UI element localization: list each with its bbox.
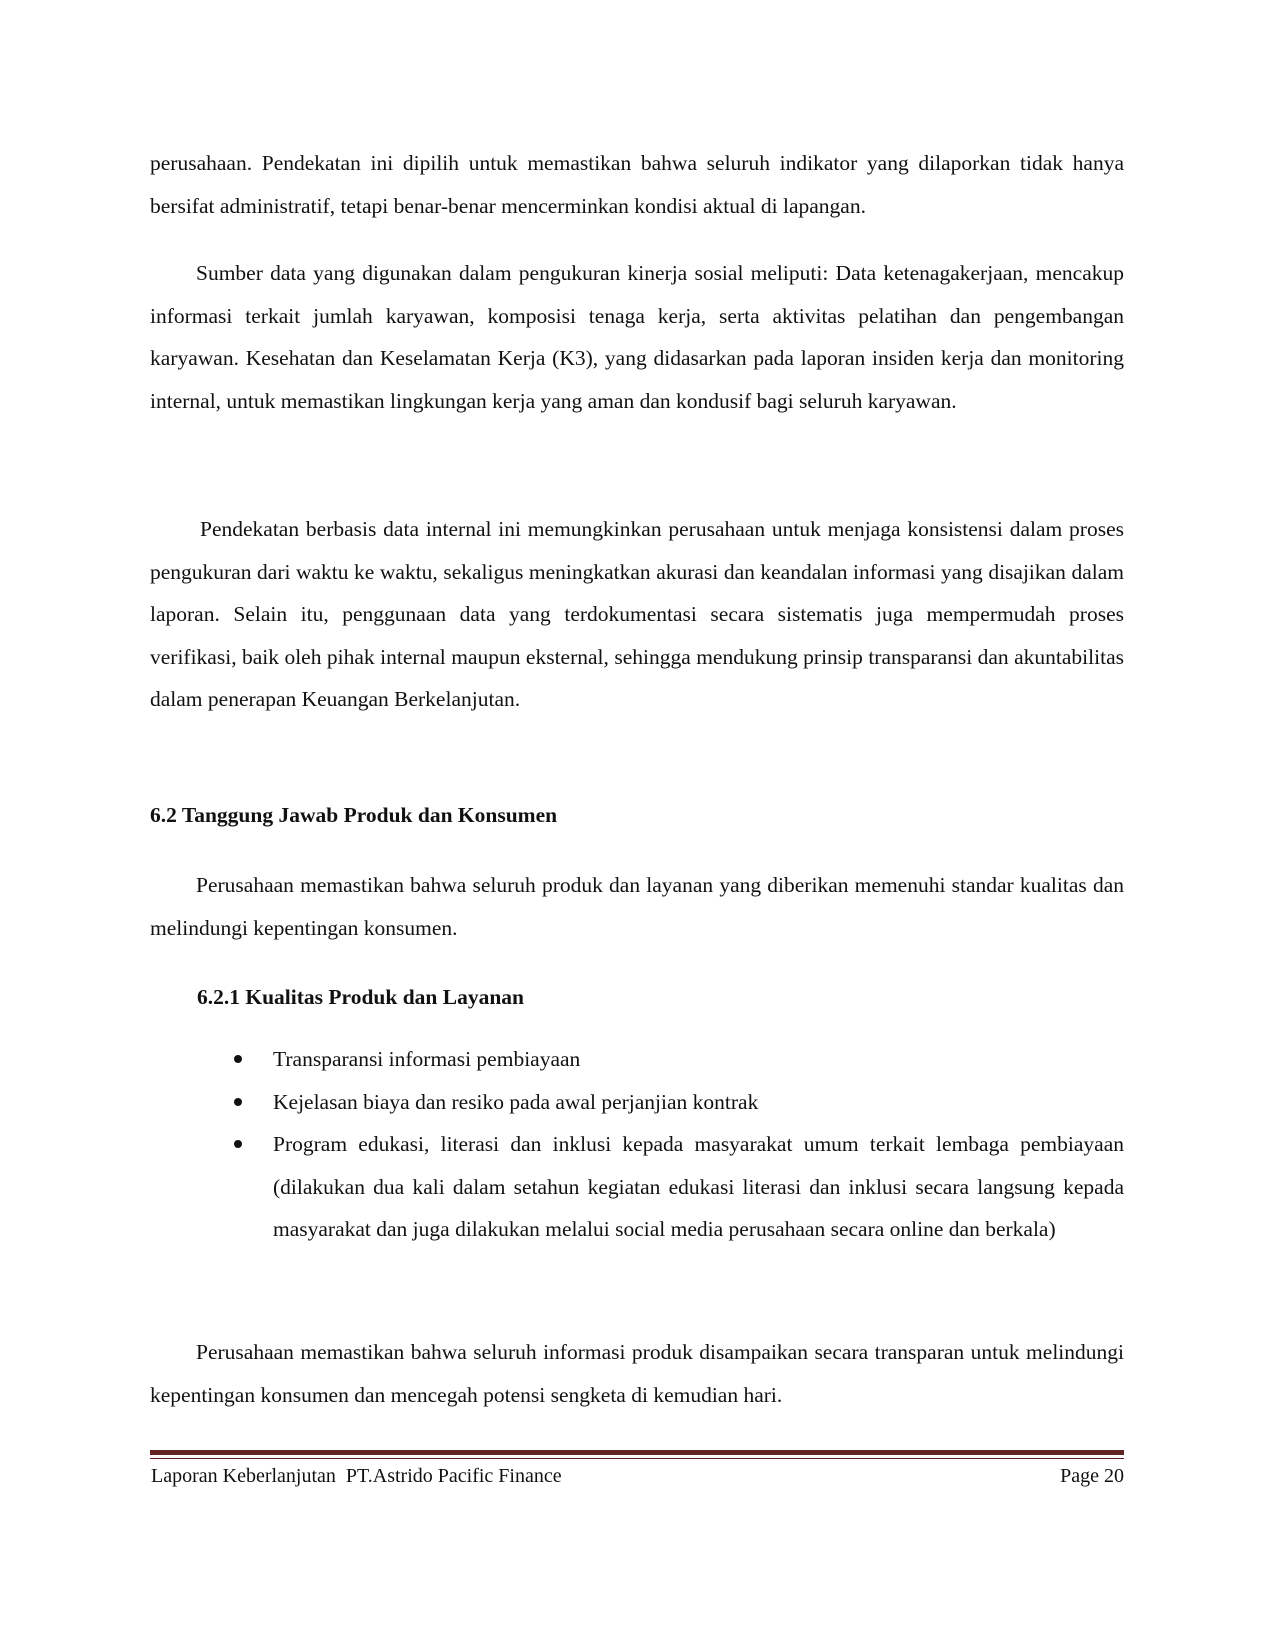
bullet-icon: [234, 1098, 242, 1106]
footer-page-number: Page 20: [1060, 1465, 1124, 1487]
list-item-text: Kejelasan biaya dan resiko pada awal perjanjian kontrak: [273, 1089, 759, 1114]
section-heading-6-2: 6.2 Tanggung Jawab Produk dan Konsumen: [150, 803, 558, 827]
quality-bullet-list: [150, 1038, 1124, 1251]
footer-divider-thick: [150, 1450, 1124, 1455]
paragraph-product-responsibility: Perusahaan memastikan bahwa seluruh produk dan layanan yang diberikan memenuhi standar kualitas dan melindungi kepentingan konsumen.: [150, 873, 1124, 940]
list-item-text: Transparansi informasi pembiayaan: [273, 1047, 581, 1071]
paragraph-data-sources: Sumber data yang digunakan dalam pengukuran kinerja sosial meliputi: Data ketenagakerjaan, mencakup informasi terkait jumlah karyawan, komposisi tenaga kerja, serta aktivitas pelatihan dan pengembangan karyawan. Kesehatan dan Keselamatan Kerja (K3), yang didasarkan pada laporan insiden kerja dan monitoring internal, untuk memastikan lingkungan kerja yang aman dan kondusif bagi seluruh karyawan.: [150, 261, 1124, 413]
list-item: [150, 1081, 1124, 1124]
footer-divider-thin: [150, 1458, 1124, 1459]
paragraph-product-transparency: Perusahaan memastikan bahwa seluruh informasi produk disampaikan secara transparan untuk melindungi kepentingan konsumen dan mencegah potensi sengketa di kemudian hari.: [150, 1340, 1124, 1407]
footer-report-title: Laporan Keberlanjutan PT.Astrido Pacific Finance: [151, 1465, 562, 1487]
list-item: [150, 1123, 1124, 1251]
subsection-heading-6-2-1: 6.2.1 Kualitas Produk dan Layanan: [197, 985, 524, 1009]
bullet-icon: [234, 1055, 242, 1063]
list-item: [150, 1038, 1124, 1081]
list-item-text: Program edukasi, literasi dan inklusi kepada masyarakat umum terkait lembaga pembiayaan (dilakukan dua kali dalam setahun kegiatan edukasi literasi dan inklusi secara langsung kepada masyarakat dan juga dilakukan melalui social media perusahaan secara online dan berkala): [273, 1132, 1124, 1242]
paragraph-continuation: perusahaan. Pendekatan ini dipilih untuk memastikan bahwa seluruh indikator yang dilaporkan tidak hanya bersifat administratif, tetapi benar-benar mencerminkan kondisi aktual di lapangan.: [150, 151, 1124, 218]
bullet-icon: [234, 1140, 242, 1148]
paragraph-internal-data-approach: Pendekatan berbasis data internal ini memungkinkan perusahaan untuk menjaga konsistensi dalam proses pengukuran dari waktu ke waktu, sekaligus meningkatkan akurasi dan keandalan informasi yang disajikan dalam laporan. Selain itu, penggunaan data yang terdokumentasi secara sistematis juga mempermudah proses verifikasi, baik oleh pihak internal maupun eksternal, sehingga mendukung prinsip transparansi dan akuntabilitas dalam penerapan Keuangan Berkelanjutan.: [150, 517, 1124, 712]
